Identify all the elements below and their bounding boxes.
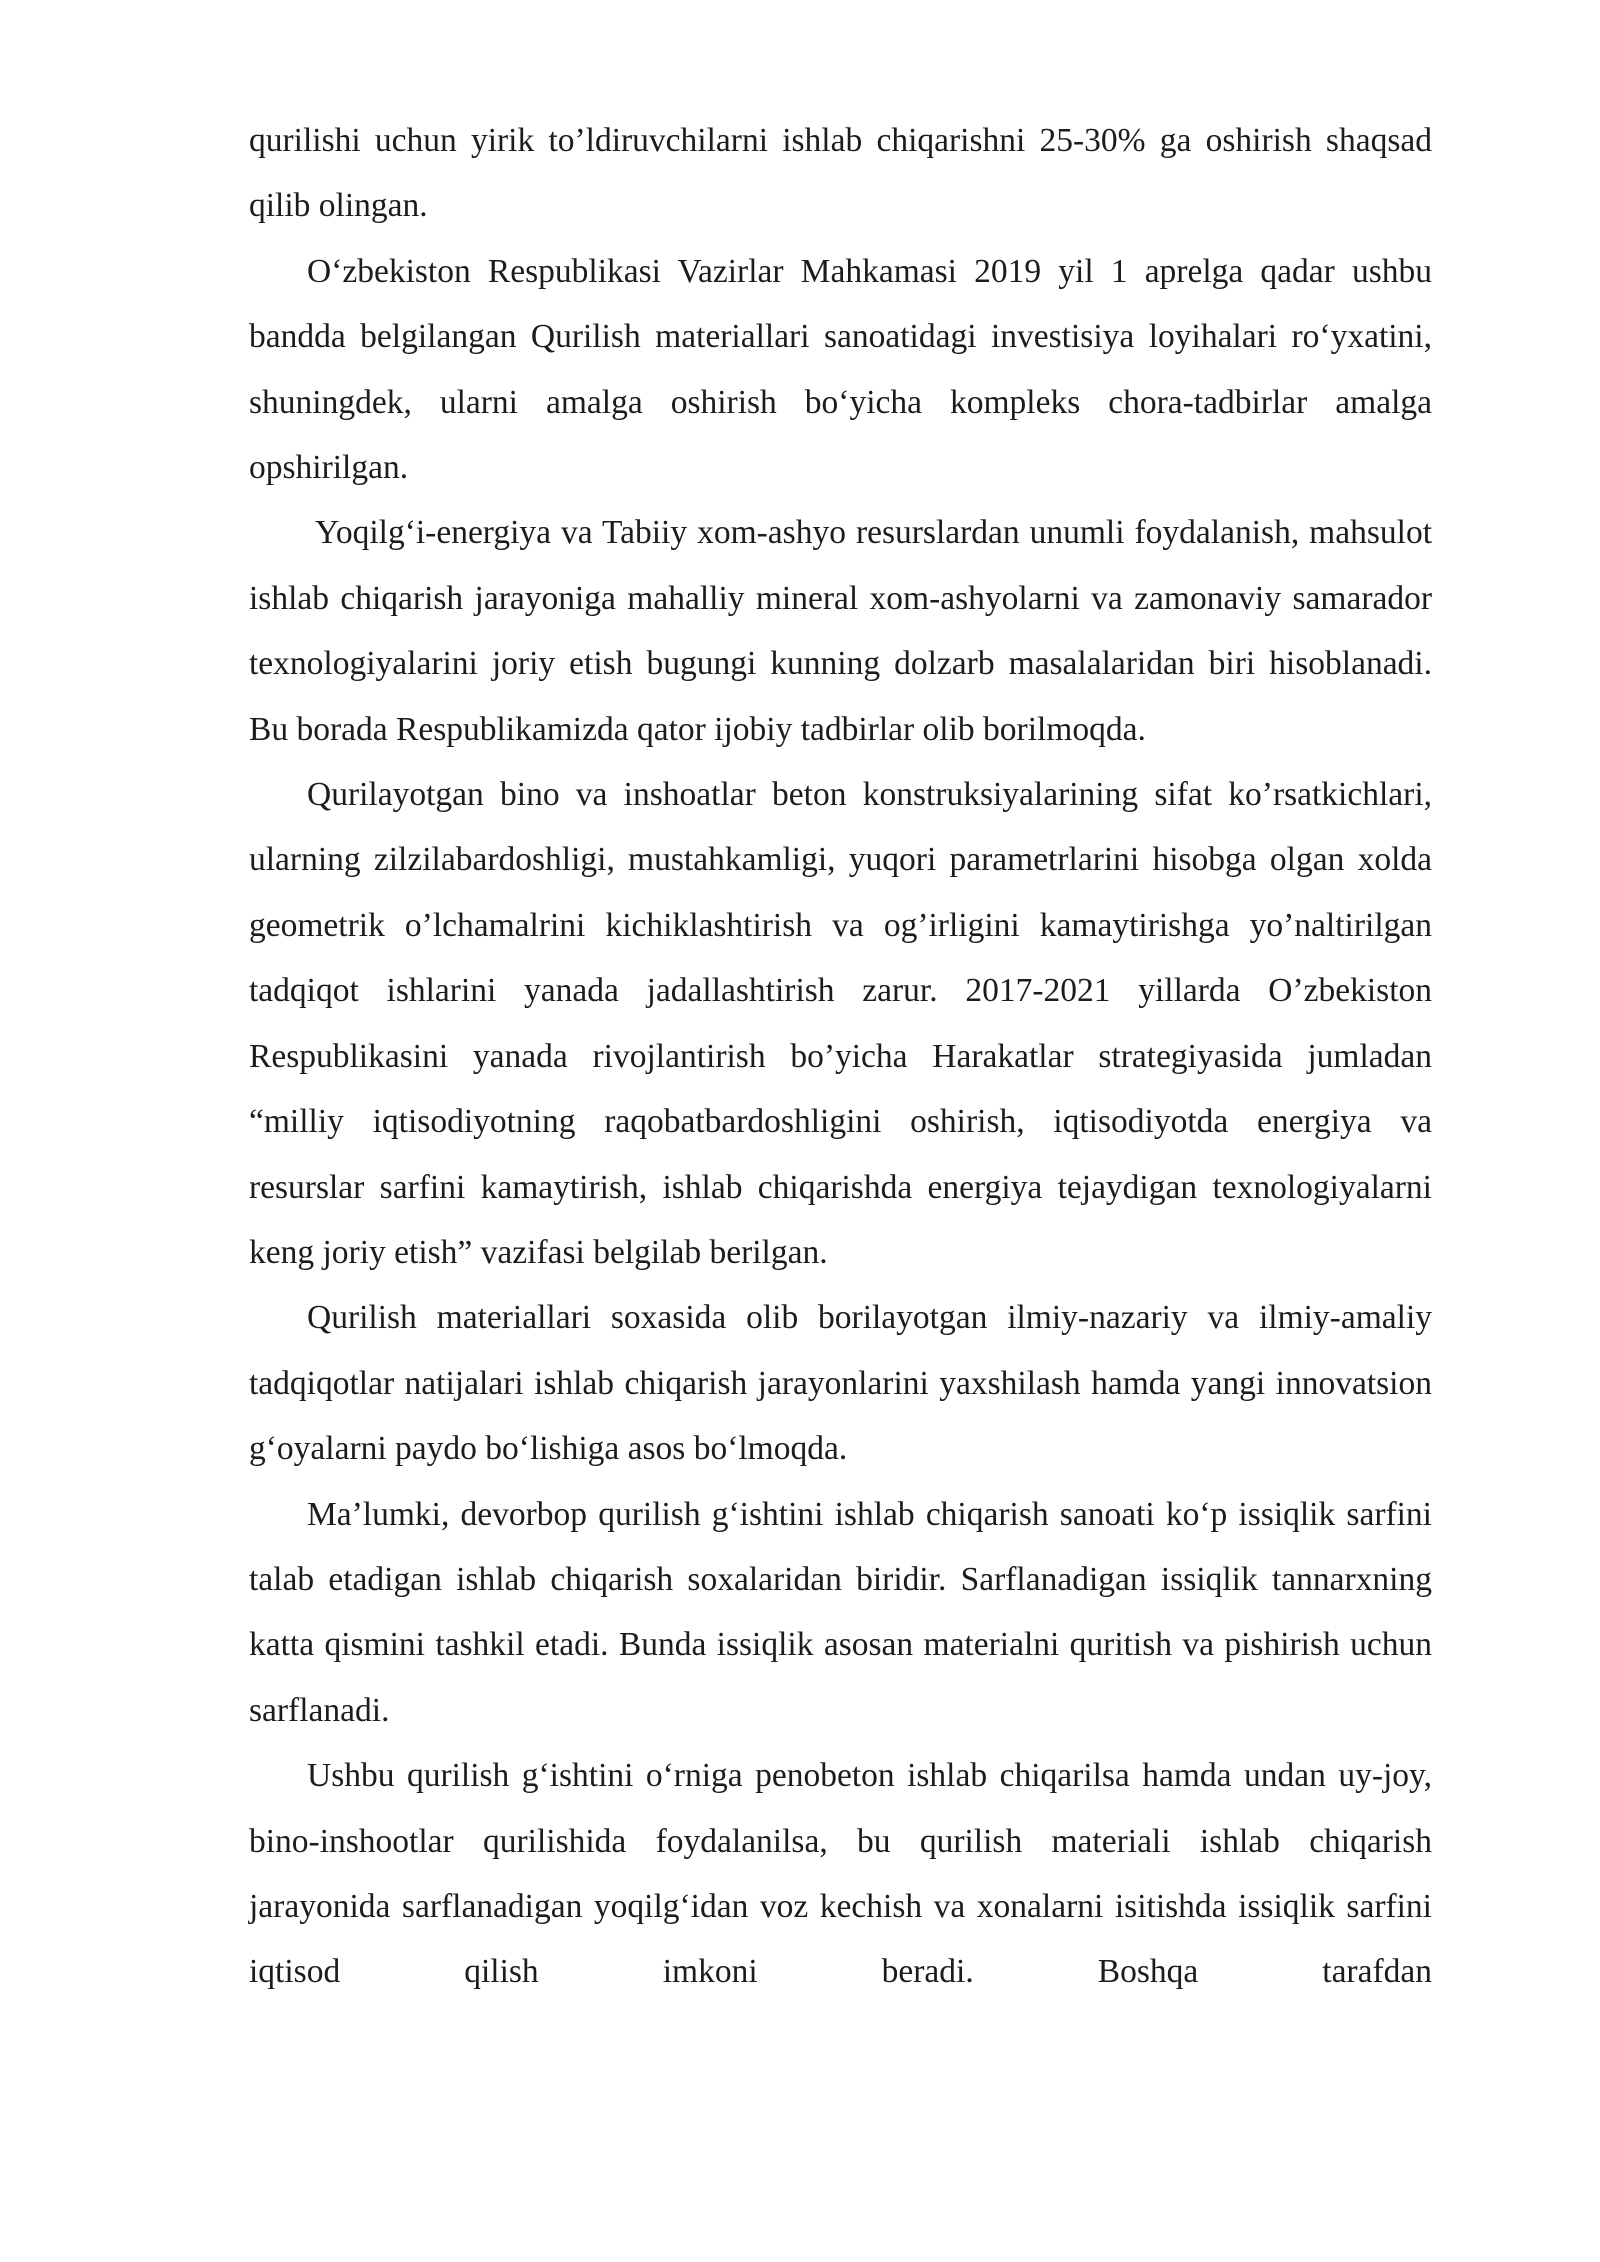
paragraph-foam-concrete: Ushbu qurilish g‘ishtini o‘rniga penobeton ishlab chiqarilsa hamda undan uy-joy, bino-inshootlar qurilishida foydalanilsa, bu qurilish materiali ishlab chiqarish jarayonida sarflanadigan yoqilg‘idan voz kechish va xonalarni isitishda issiqlik sarfini iqtisod qilish imkoni beradi. Boshqa tarafdan <box>249 1757 1432 1991</box>
paragraph-energy-resources: Yoqilg‘i-energiya va Tabiiy xom-ashyo resurslardan unumli foydalanish, mahsulot ishlab chiqarish jarayoniga mahalliy mineral xom-ashyolarni va zamonaviy samarador texnologiyalarini joriy etish bugungi kunning dolzarb masalalaridan biri hisoblanadi. Bu borada Respublikamizda qator ijobiy tadbirlar olib borilmoqda. <box>249 514 1432 748</box>
document-body <box>249 108 1432 2005</box>
paragraph-brick-production: Ma’lumki, devorbop qurilish g‘ishtini ishlab chiqarish sanoati ko‘p issiqlik sarfini talab etadigan ishlab chiqarish soxalaridan biridir. Sarflanadigan issiqlik tannarxning katta qismini tashkil etadi. Bunda issiqlik asosan materialni quritish va pishirish uchun sarflanadi. <box>249 1495 1432 1729</box>
paragraph-cabinet-decision: O‘zbekiston Respublikasi Vazirlar Mahkamasi 2019 yil 1 aprelga qadar ushbu bandda belgilangan Qurilish materiallari sanoatidagi investisiya loyihalari ro‘yxatini, shuningdek, ularni amalga oshirish bo‘yicha kompleks chora-tadbirlar amalga opshirilgan. <box>249 252 1432 487</box>
paragraph-concrete-research: Qurilayotgan bino va inshoatlar beton konstruksiyalarining sifat ko’rsatkichlari, ularning zilzilabardoshligi, mustahkamligi, yuqori parametrlarini hisobga olgan xolda geometrik o’lchamalrini kichiklashtirish va og’irligini kamaytirishga yo’naltirilgan tadqiqot ishlarini yanada jadallashtirish zarur. 2017-2021 yillarda O’zbekiston Respublikasini yanada rivojlantirish bo’yicha Harakatlar strategiyasida jumladan “milliy iqtisodiyotning raqobatbardoshligini oshirish, iqtisodiyotda energiya va resurslar sarfini kamaytirish, ishlab chiqarishda energiya tejaydigan texnologiyalarni keng joriy etish” vazifasi belgilab berilgan. <box>249 776 1432 1271</box>
paragraph-continuation: qurilishi uchun yirik to’ldiruvchilarni ishlab chiqarishni 25-30% ga oshirish shaqsad qilib olingan. <box>249 122 1432 225</box>
paragraph-research-results: Qurilish materiallari soxasida olib borilayotgan ilmiy-nazariy va ilmiy-amaliy tadqiqotlar natijalari ishlab chiqarish jarayonlarini yaxshilash hamda yangi innovatsion g‘oyalarni paydo bo‘lishiga asos bo‘lmoqda. <box>249 1299 1432 1468</box>
